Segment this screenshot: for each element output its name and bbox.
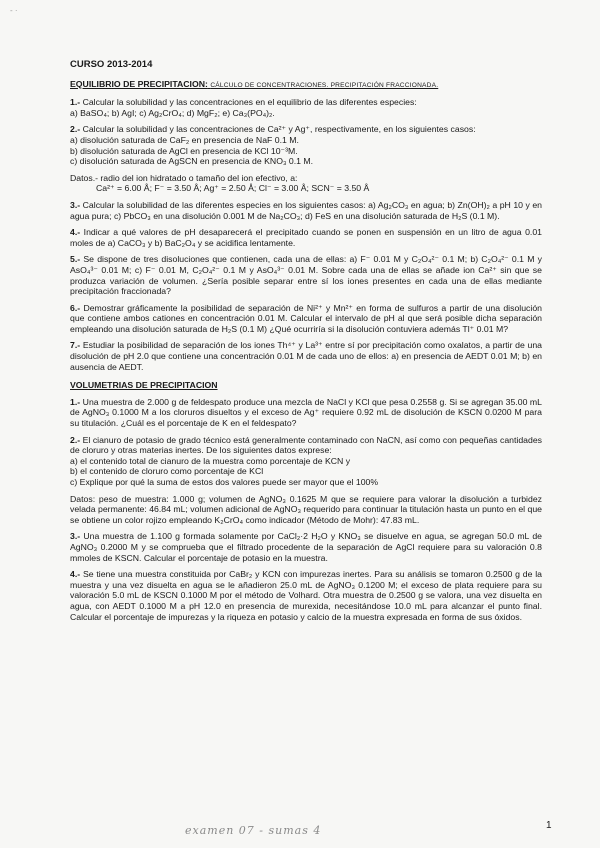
question-4: 4.- Indicar a qué valores de pH desaparecerá el precipitado cuando se ponen en suspensión en un litro de agua 0.01 moles de a) CaCO₃ y b) BaC₂O₄ y se acidifica lentamente. [70,227,542,248]
volumetria-question-3: 3.- Una muestra de 1.100 g formada solamente por CaCl₂·2 H₂O y KNO₃ se disuelve en agua, se agregan 50.0 mL de AgNO₃ 0.2000 M y se comprueba que el filtrado procedente de la separación de AgCl requiere para su valoración 0.8 mmoles de KSCN. Calcular el porcentaje de potasio en la muestra. [70,531,542,563]
handwritten-note: examen 07 - sumas 4 [185,824,322,837]
document-content [70,60,542,628]
volumetria-question-2-data: Datos: peso de muestra: 1.000 g; volumen de AgNO₃ 0.1625 M que se requiere para valorar la disolución a turbidez velada permanente: 46.84 mL; volumen adicional de AgNO₃ requerido para continuar la titulación hasta un punto en el que se obtiene un color rojizo empleando K₂CrO₄ como indicador (Método de Mohr): 47.83 mL. [70,493,543,525]
volumetria-question-2: 2.- El cianuro de potasio de grado técnico está generalmente contaminado con NaCN, así como con pequeñas cantidades de cloruro y otras materias inertes. De los siguientes datos exprese: a) el contenido total de cianuro de la muestra como porcentaje de KCN y b) el contenido de cloruro como porcentaje de KCl c) Explique por qué la suma de estos dos valores puede ser mayor que el 100% [70,434,542,487]
question-2-data: Datos.- radio del ion hidratado o tamaño del ion efectivo, a: [70,172,298,183]
question-5: 5.- Se dispone de tres disoluciones que contienen, cada una de ellas: a) F⁻ 0.01 M y C₂O₄²⁻ 0.1 M; b) C₂O₄²⁻ 0.1 M y AsO₄³⁻ 0.01 M; c) F⁻ 0.01 M, C₂O₄²⁻ 0.1 M y AsO₄³⁻ 0.01 M. Sobre cada una de ellas se añade ion Ca²⁺ sin que se produzca variación de volumen. ¿Sería posible separar entre sí los iones presentes en cada una de ellas mediante precipitación fraccionada? [70,254,542,297]
question-7: 7.- Estudiar la posibilidad de separación de los iones Th⁴⁺ y La³⁺ entre sí por precipitación como oxalatos, a partir de una disolución de pH 2.0 que contiene una concentración 0.01 M de cada uno de ellos: a) en presencia de AEDT 0.01 M; b) en ausencia de AEDT. [70,340,542,372]
question-6: 6.- Demostrar gráficamente la posibilidad de separación de Ni²⁺ y Mn²⁺ en forma de sulfuros a partir de una disolución que contiene ambos cationes en concentración 0.01 M. Calcular el intervalo de pH al que será posible dicha separación empleando una disolución saturada de H₂S (0.1 M) ¿Qué ocurriría si la disolución contuviera además Tl⁺ 0.01 M? [70,302,542,334]
page-number: 1 [546,820,552,831]
question-1: 1.- Calcular la solubilidad y las concentraciones en el equilibrio de las diferentes especies: a) BaSO₄; b) AgI; c) Ag₂CrO₄; d) MgF₂; e) Ca₃(PO₄)₂. [70,97,417,118]
section-title-volumetrias: VOLUMETRIAS DE PRECIPITACION [70,380,218,391]
course-title: CURSO 2013-2014 [70,59,153,70]
volumetria-question-4: 4.- Se tiene una muestra constituida por CaBr₂ y KCN con impurezas inertes. Para su análisis se tomaron 0.2500 g de la muestra y una vez disuelta en agua se le añadieron 25.0 mL de AgNO₃ 0.1200 M; el exceso de plata requiere para su valoración 5.0 mL de KSCN 0.1000 M por el método de Volhard. Otra muestra de 0.2500 g se valora, una vez disuelta en agua, con AEDT 0.1000 M a pH 12.0 en presencia de murexida, necesitándose 10.0 mL para alcanzar el punto final. Calcular el porcentaje de impurezas y la riqueza en potasio y calcio de la muestra expresada en forma de sus óxidos. [70,569,542,622]
question-2: 2.- Calcular la solubilidad y las concentraciones de Ca²⁺ y Ag⁺, respectivamente, en los siguientes casos: a) disolución saturada de CaF₂ en presencia de NaF 0.1 M. b) disolución saturada de AgCl en presencia de KCl 10⁻³M. c) disolución saturada de AgSCN en presencia de KNO₃ 0.1 M. [70,124,476,167]
question-2-ion-radii: Ca²⁺ = 6.00 Å; F⁻ = 3.50 Å; Ag⁺ = 2.50 Å; Cl⁻ = 3.00 Å; SCN⁻ = 3.50 Å [96,183,370,194]
volumetria-question-1: 1.- Una muestra de 2.000 g de feldespato produce una mezcla de NaCl y KCl que pesa 0.2558 g. Si se agregan 35.00 mL de AgNO₃ 0.1000 M a los cloruros disueltos y el exceso de Ag⁺ requiere 0.92 mL de disolución de KSCN 0.0200 M para su titulación. ¿Cuál es el porcentaje de K en el feldespato? [70,396,542,429]
question-3: 3.- Calcular la solubilidad de las diferentes especies en los siguientes casos: a) Ag₂CO₃ en agua; b) Zn(OH)₂ a pH 10 y en agua pura; c) PbCO₃ en una disolución 0.001 M de Na₂CO₃; d) FeS en una disolución saturada de H₂S (0.1 M). [70,199,542,221]
corner-mark: - · [10,6,18,15]
section-title-equilibrio: EQUILIBRIO DE PRECIPITACION: CÁLCULO DE CONCENTRACIONES. PRECIPITACIÓN FRACCIONADA. [70,78,439,89]
